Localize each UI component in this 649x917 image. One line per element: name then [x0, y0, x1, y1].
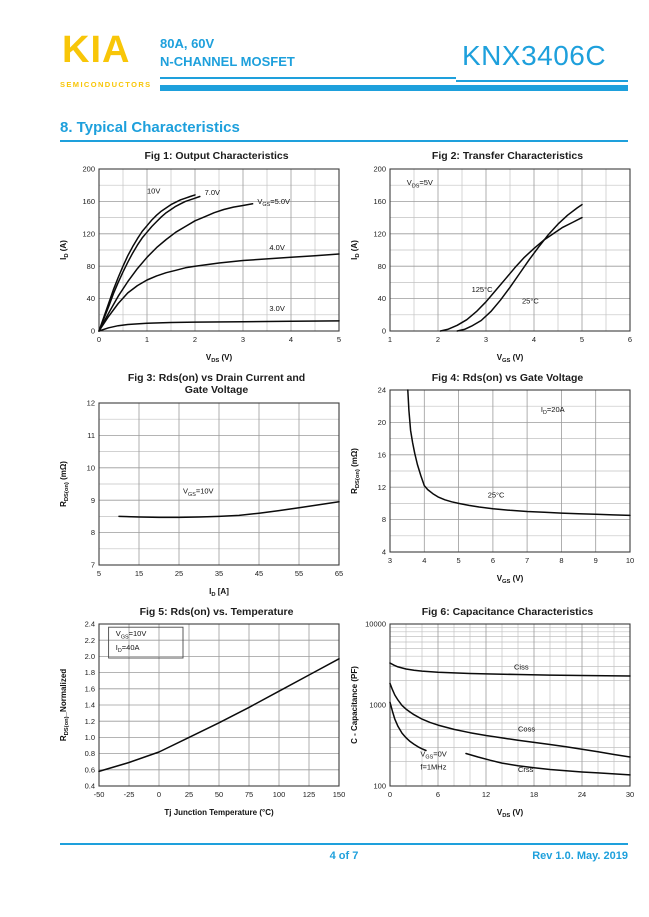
- svg-text:75: 75: [244, 790, 253, 800]
- part-number: KNX3406C: [462, 40, 607, 71]
- svg-text:18: 18: [529, 790, 538, 800]
- svg-text:150: 150: [332, 790, 345, 800]
- svg-text:4.0V: 4.0V: [268, 242, 285, 252]
- svg-text:Tj Junction Temperature (°C): Tj Junction Temperature (°C): [163, 808, 274, 818]
- svg-text:30: 30: [625, 790, 634, 800]
- svg-text:45: 45: [254, 568, 263, 578]
- svg-text:-25: -25: [123, 790, 134, 800]
- svg-text:1000: 1000: [368, 700, 386, 710]
- section-title: 8. Typical Characteristics: [60, 119, 240, 136]
- svg-text:40: 40: [377, 293, 386, 303]
- header-rule-right: [456, 80, 628, 82]
- charts-grid: [56, 150, 638, 818]
- footer-revision: Rev 1.0. May. 2019: [532, 850, 628, 862]
- kia-logo: KIA: [62, 29, 131, 71]
- chart-title-fig4: Fig 4: Rds(on) vs Gate Voltage: [431, 371, 584, 384]
- chart-title-fig5: Fig 5: Rds(on) vs. Temperature: [139, 605, 294, 618]
- svg-text:VGS=5.0V: $V_{GS}=5.0V$: [256, 196, 290, 208]
- svg-text:5: 5: [456, 556, 461, 566]
- svg-text:VDS (V): $V_{DS}$ (V): [205, 352, 232, 363]
- svg-text:VGS=10V: $V_{GS}=10V$: [182, 486, 214, 498]
- svg-text:ID (A): $I_D$ (A): [349, 239, 361, 260]
- svg-text:120: 120: [81, 228, 95, 238]
- chart-canvas-fig3: [57, 397, 347, 597]
- svg-text:8: 8: [558, 556, 563, 566]
- svg-text:4: 4: [288, 334, 293, 344]
- svg-text:3: 3: [240, 334, 245, 344]
- svg-text:0.6: 0.6: [84, 765, 95, 775]
- svg-text:10: 10: [625, 556, 634, 566]
- svg-text:2.0: 2.0: [84, 652, 95, 662]
- svg-text:RDS(on)_Normalized: $R_{DS(on)}\_Normalized$: [58, 669, 70, 742]
- svg-text:VDS (V): $V_{DS}$ (V): [496, 808, 523, 819]
- svg-text:1.0: 1.0: [84, 733, 95, 743]
- svg-text:25°C: 25°C: [487, 490, 504, 500]
- svg-text:VDS=5V: $V_{DS}=5V$: [406, 177, 433, 189]
- svg-text:8: 8: [90, 527, 95, 537]
- svg-text:1.4: 1.4: [84, 700, 95, 710]
- chart-canvas-fig1: [57, 163, 347, 363]
- svg-text:80: 80: [86, 261, 95, 271]
- svg-text:2.4: 2.4: [84, 619, 95, 629]
- svg-text:VGS=0V: $V_{GS}=0V$: [419, 749, 447, 761]
- kia-logo-subtitle: SEMICONDUCTORS: [60, 80, 152, 89]
- footer-page-number: 4 of 7: [329, 850, 359, 862]
- svg-text:9: 9: [593, 556, 598, 566]
- svg-text:40: 40: [86, 293, 95, 303]
- svg-text:24: 24: [577, 790, 586, 800]
- svg-text:7.0V: 7.0V: [204, 187, 220, 197]
- chart-canvas-fig4: [348, 384, 638, 584]
- svg-text:8: 8: [381, 515, 386, 525]
- figure-3-rdson-vs-drain-current: [56, 372, 347, 597]
- svg-text:1: 1: [387, 334, 392, 344]
- device-rating: 80A, 60V: [160, 36, 215, 51]
- svg-text:0.8: 0.8: [84, 749, 95, 759]
- svg-text:25: 25: [184, 790, 193, 800]
- svg-text:Crss: Crss: [517, 765, 533, 775]
- svg-text:2.2: 2.2: [84, 636, 95, 646]
- svg-text:200: 200: [372, 164, 386, 174]
- svg-text:6: 6: [435, 790, 440, 800]
- svg-text:5: 5: [96, 568, 101, 578]
- svg-text:16: 16: [377, 450, 386, 460]
- chart-title-fig3-line1: Fig 3: Rds(on) vs Drain Current and: [127, 371, 306, 384]
- svg-text:100: 100: [372, 781, 386, 791]
- svg-text:0: 0: [156, 790, 161, 800]
- svg-text:12: 12: [86, 398, 95, 408]
- svg-text:120: 120: [372, 228, 386, 238]
- svg-text:7: 7: [524, 556, 529, 566]
- chart-title-fig1: Fig 1: Output Characteristics: [144, 150, 289, 162]
- chart-canvas-fig5: [57, 618, 347, 818]
- svg-text:1.6: 1.6: [84, 684, 95, 694]
- svg-text:ID=40A: $I_D=40A$: [115, 643, 140, 655]
- svg-text:35: 35: [214, 568, 223, 578]
- chart-title-fig3-line2: Gate Voltage: [184, 384, 249, 397]
- svg-text:11: 11: [86, 430, 95, 440]
- svg-text:24: 24: [377, 385, 386, 395]
- chart-canvas-fig6: [348, 618, 638, 818]
- header-rule-left: [160, 77, 456, 79]
- svg-text:5: 5: [336, 334, 341, 344]
- svg-text:5: 5: [579, 334, 584, 344]
- svg-text:55: 55: [294, 568, 303, 578]
- svg-text:65: 65: [334, 568, 343, 578]
- figure-4-rdson-vs-gate-voltage: [347, 372, 638, 597]
- svg-text:-50: -50: [93, 790, 104, 800]
- svg-text:7: 7: [90, 560, 95, 570]
- svg-text:0: 0: [90, 326, 95, 336]
- svg-text:4: 4: [381, 547, 386, 557]
- svg-text:100: 100: [272, 790, 285, 800]
- svg-text:RDS(on) (mΩ): $R_{DS(on)}$ (mΩ): [58, 460, 70, 507]
- svg-text:VGS (V): $V_{GS}$ (V): [496, 352, 523, 363]
- svg-text:125: 125: [302, 790, 315, 800]
- svg-text:4: 4: [421, 556, 426, 566]
- svg-text:1.8: 1.8: [84, 668, 95, 678]
- figure-1-output-characteristics: [56, 150, 347, 363]
- svg-text:2: 2: [192, 334, 197, 344]
- svg-text:160: 160: [372, 196, 386, 206]
- svg-text:3: 3: [387, 556, 392, 566]
- svg-text:125°C: 125°C: [471, 284, 493, 294]
- header-accent-bar: [160, 85, 628, 91]
- svg-text:15: 15: [134, 568, 143, 578]
- svg-text:6: 6: [490, 556, 495, 566]
- svg-text:1: 1: [144, 334, 149, 344]
- svg-text:0.4: 0.4: [84, 781, 95, 791]
- svg-text:VGS (V): $V_{GS}$ (V): [496, 574, 523, 585]
- svg-text:10V: 10V: [146, 185, 160, 195]
- section-rule: [60, 140, 628, 142]
- svg-text:6: 6: [627, 334, 632, 344]
- chart-title-fig3: [56, 372, 347, 397]
- svg-text:Coss: Coss: [517, 724, 535, 734]
- figure-6-capacitance-characteristics: [347, 606, 638, 819]
- svg-text:1.2: 1.2: [84, 717, 95, 727]
- svg-text:Ciss: Ciss: [513, 662, 529, 672]
- svg-text:f=1MHz: f=1MHz: [419, 762, 446, 772]
- svg-text:12: 12: [481, 790, 490, 800]
- svg-text:80: 80: [377, 261, 386, 271]
- svg-text:10000: 10000: [364, 619, 386, 629]
- svg-text:ID (A): $I_D$ (A): [58, 239, 70, 260]
- svg-text:0: 0: [387, 790, 392, 800]
- svg-text:4: 4: [531, 334, 536, 344]
- svg-text:160: 160: [81, 196, 95, 206]
- svg-text:25°C: 25°C: [521, 296, 539, 306]
- svg-text:ID [A]: $I_D$ [A]: [208, 586, 229, 597]
- svg-text:2: 2: [435, 334, 440, 344]
- chart-title-fig6: Fig 6: Capacitance Characteristics: [421, 605, 594, 618]
- svg-text:10: 10: [86, 463, 95, 473]
- svg-text:25: 25: [174, 568, 183, 578]
- svg-text:ID=20A: $I_D=20A$: [540, 405, 565, 417]
- svg-text:12: 12: [377, 482, 386, 492]
- svg-text:VGS=10V: $V_{GS}=10V$: [115, 629, 146, 641]
- svg-text:9: 9: [90, 495, 95, 505]
- svg-text:0: 0: [96, 334, 101, 344]
- svg-text:200: 200: [81, 164, 95, 174]
- device-type: N-CHANNEL MOSFET: [160, 54, 295, 69]
- svg-text:20: 20: [377, 418, 386, 428]
- svg-text:50: 50: [214, 790, 223, 800]
- footer-rule: [60, 843, 628, 845]
- svg-text:RDS(on) (mΩ): $R_{DS(on)}$ (mΩ): [349, 448, 361, 495]
- svg-text:3.0V: 3.0V: [268, 303, 285, 313]
- chart-canvas-fig2: [348, 163, 638, 363]
- svg-text:C - Capacitance (PF): C - Capacitance (PF): [349, 666, 359, 745]
- figure-2-transfer-characteristics: [347, 150, 638, 363]
- chart-title-fig2: Fig 2: Transfer Characteristics: [431, 150, 584, 162]
- svg-text:3: 3: [483, 334, 488, 344]
- figure-5-rdson-vs-temperature: [56, 606, 347, 819]
- svg-text:0: 0: [381, 326, 386, 336]
